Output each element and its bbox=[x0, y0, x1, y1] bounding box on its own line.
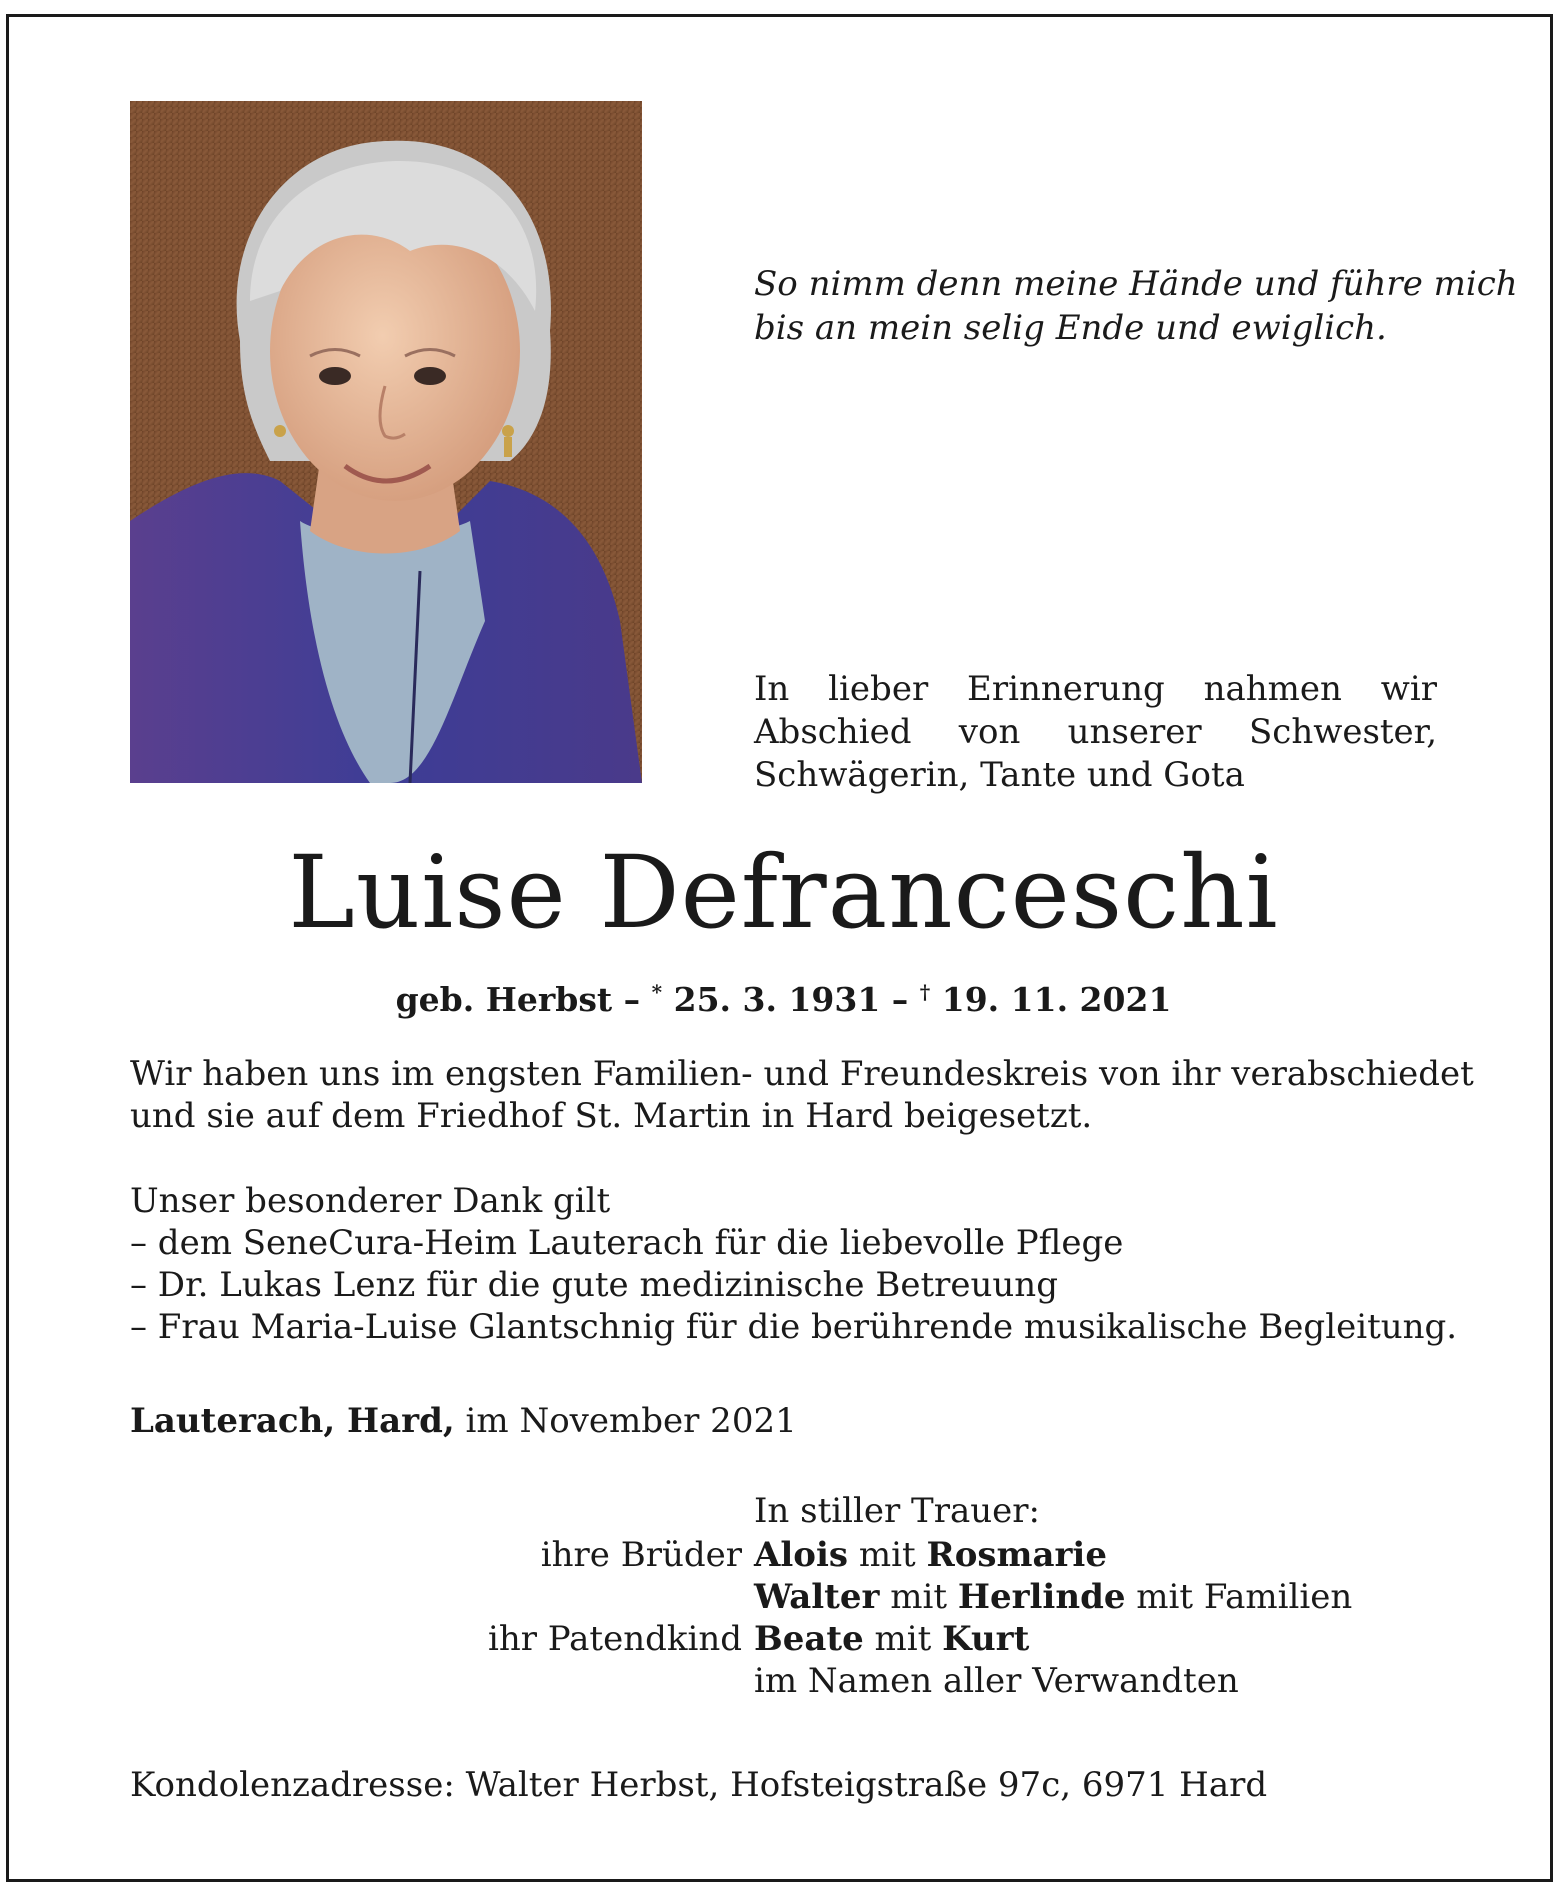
life-dates: geb. Herbst – * 25. 3. 1931 – † 19. 11. 2021 bbox=[395, 980, 1172, 1019]
birth-date: 25. 3. 1931 bbox=[662, 980, 881, 1019]
memorial-verse bbox=[754, 262, 1518, 350]
condolence-address: Kondolenzadresse: Walter Herbst, Hofsteigstraße 97c, 6971 Hard bbox=[130, 1765, 1268, 1805]
mourner-relation: ihre Brüder bbox=[540, 1535, 742, 1575]
maiden-name: geb. Herbst bbox=[395, 980, 613, 1019]
mourning-heading: In stiller Trauer: bbox=[754, 1491, 1040, 1531]
place-date-line bbox=[130, 1400, 1450, 1442]
mourner-relation: ihr Patendkind bbox=[487, 1619, 742, 1659]
thanks-item: – Dr. Lukas Lenz für die gute medizinische Betreuung bbox=[130, 1265, 1058, 1305]
mourner-row: ihr Patendkind Beate mit Kurt bbox=[487, 1619, 1030, 1659]
verse-line: bis an mein selig Ende und ewiglich. bbox=[754, 308, 1387, 348]
thanks-item: – Frau Maria-Luise Glantschnig für die berührende musikalische Begleitung. bbox=[130, 1307, 1458, 1347]
thanks-heading: Unser besonderer Dank gilt bbox=[130, 1181, 611, 1221]
mourner-row: ihre Brüder Alois mit Rosmarie bbox=[540, 1535, 1107, 1575]
verse-line: So nimm denn meine Hände und führe mich bbox=[754, 264, 1518, 304]
burial-paragraph: Wir haben uns im engsten Familien- und Freundeskreis von ihr verabschiedet und sie auf dem Friedhof St. Martin in Hard beigesetzt. bbox=[130, 1054, 1474, 1136]
portrait-photo bbox=[130, 101, 642, 783]
death-symbol: † bbox=[919, 980, 931, 1004]
mourner-row: Walter mit Herlinde mit Familien bbox=[754, 1577, 1353, 1617]
notice-date: im November 2021 bbox=[454, 1401, 797, 1441]
thanks-section bbox=[130, 1180, 1458, 1348]
place-names: Lauterach, Hard, bbox=[130, 1401, 455, 1441]
thanks-item: – dem SeneCura-Heim Lauterach für die liebevolle Pflege bbox=[130, 1223, 1124, 1263]
birth-symbol: * bbox=[651, 980, 663, 1004]
mourner-closing: im Namen aller Verwandten bbox=[754, 1661, 1239, 1701]
death-date: 19. 11. 2021 bbox=[930, 980, 1172, 1019]
deceased-name: Luise Defranceschi bbox=[288, 834, 1279, 951]
remembrance-intro: In lieber Erinnerung nahmen wir Abschied von unserer Schwester, Schwägerin, Tante und Gota bbox=[754, 669, 1437, 795]
